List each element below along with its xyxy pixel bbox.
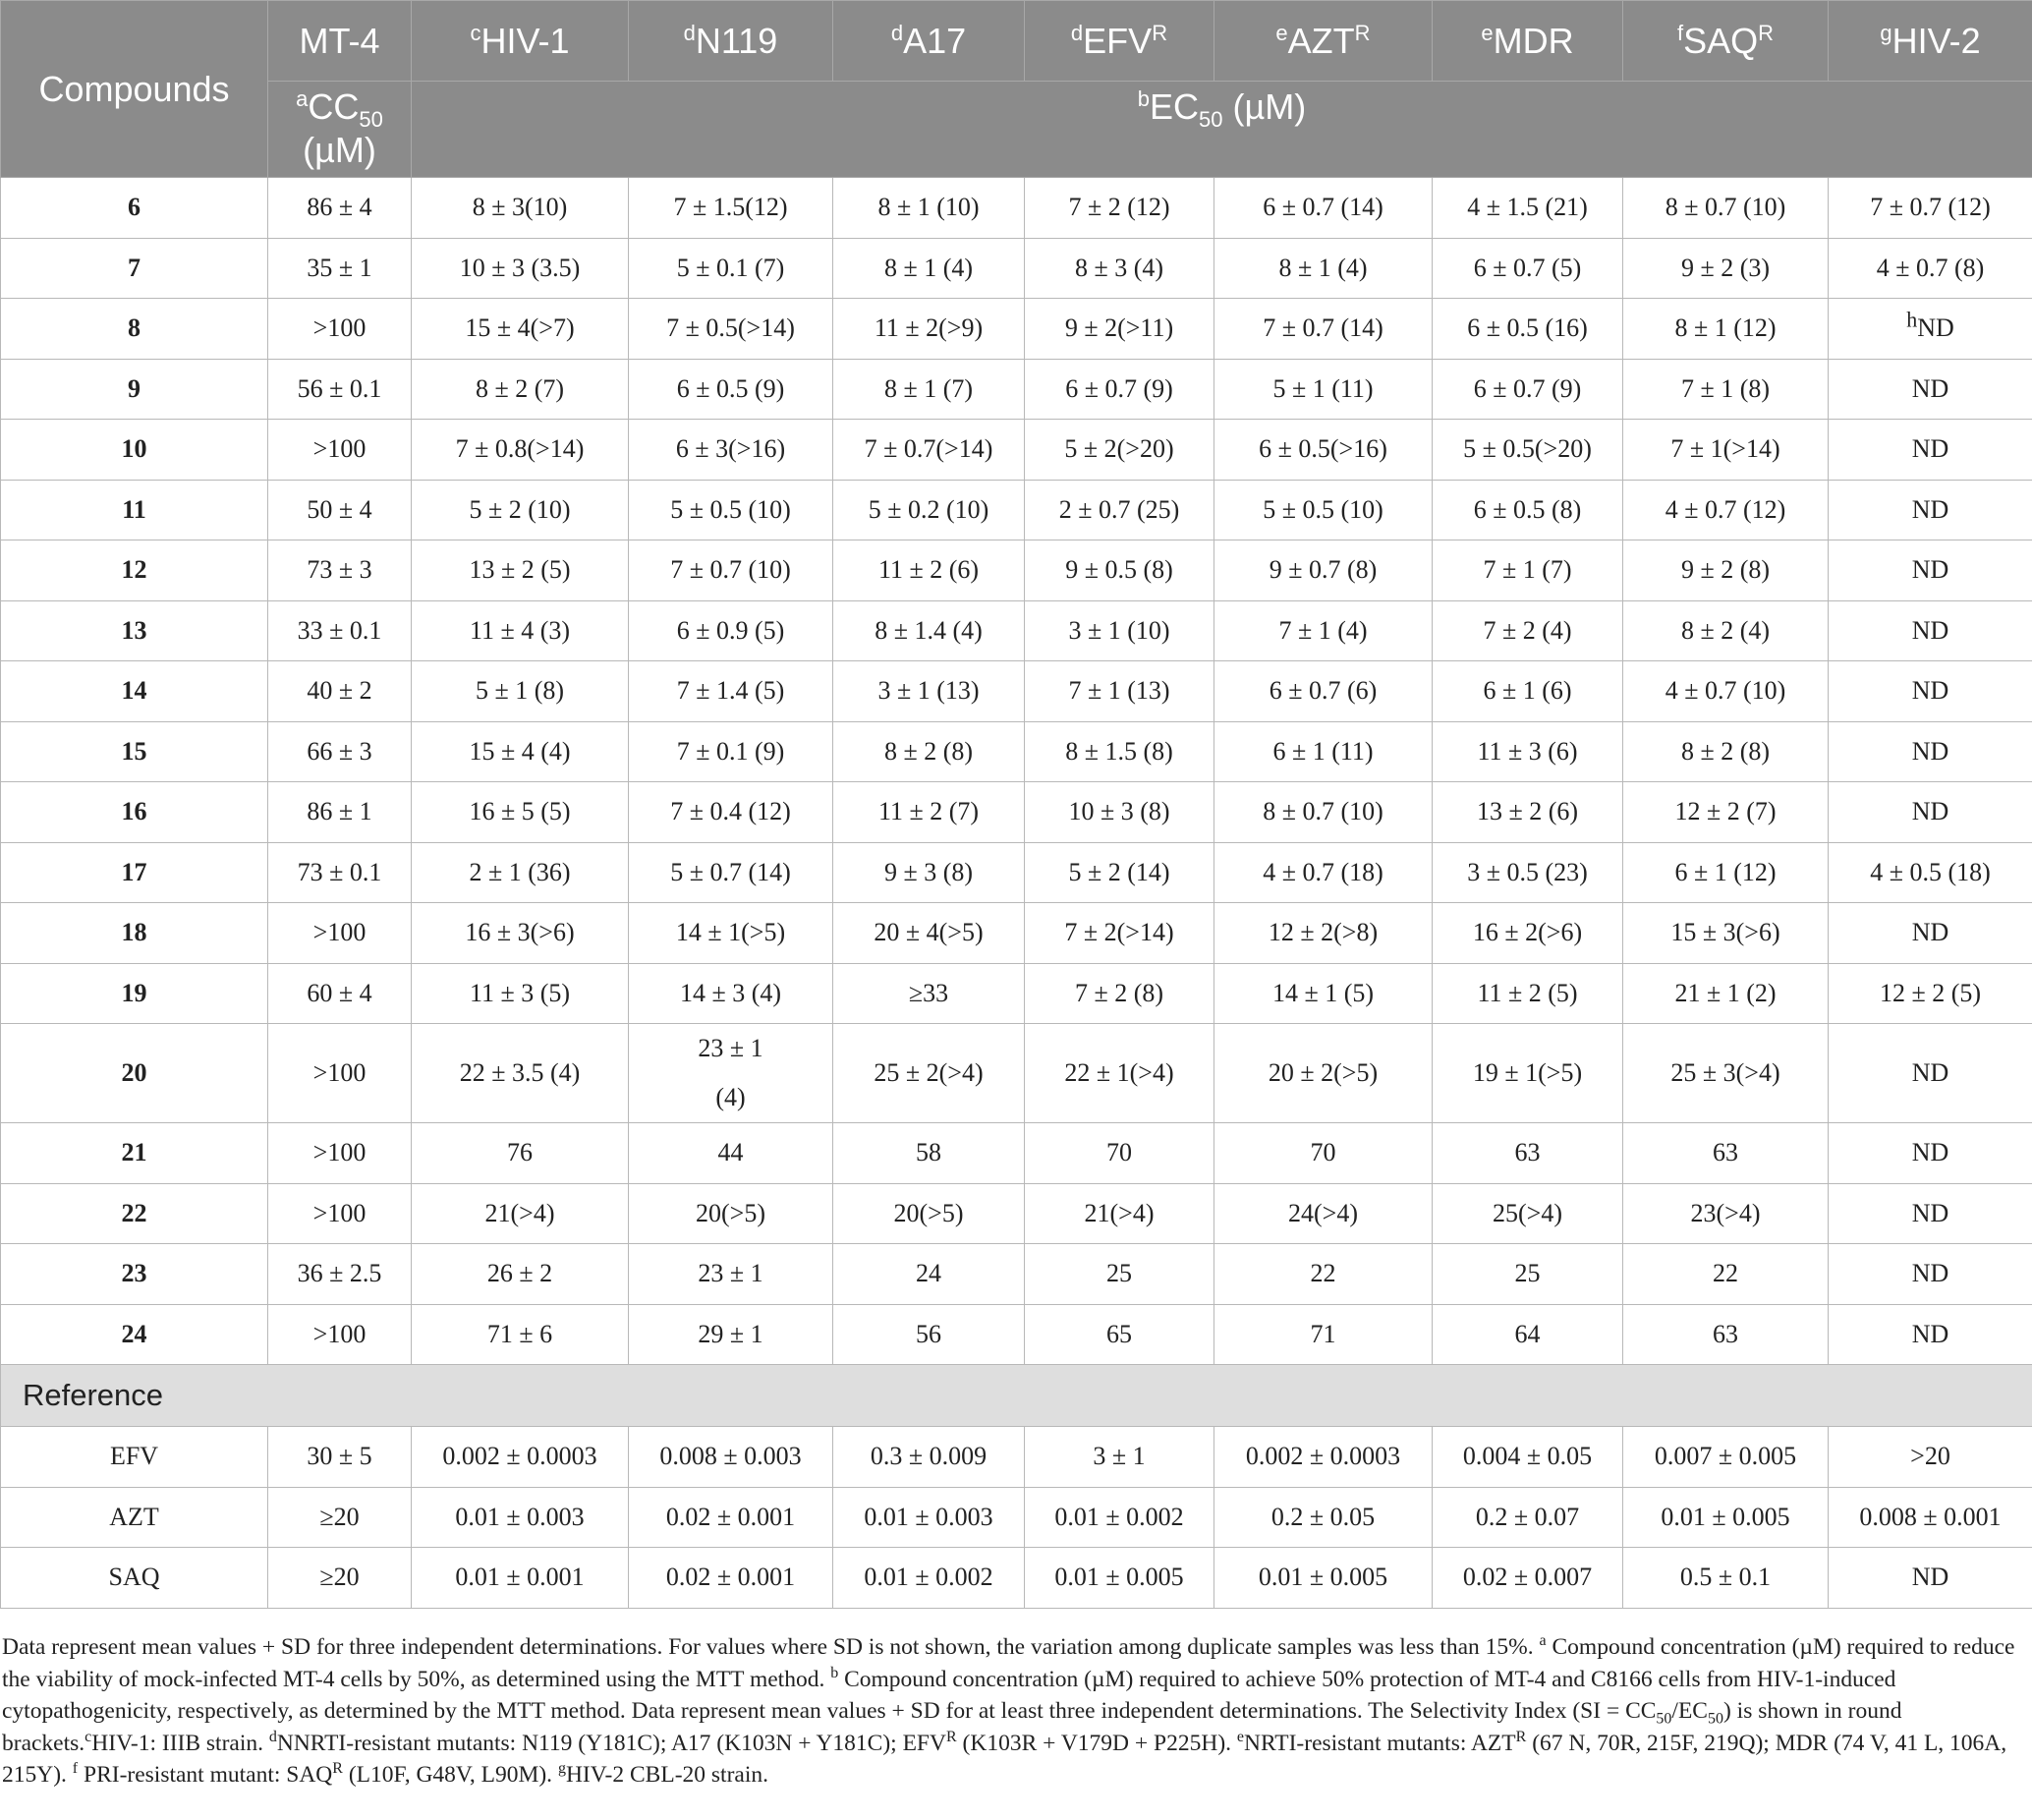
value-cell: 0.002 ± 0.0003 <box>1214 1427 1433 1488</box>
value-cell: >100 <box>268 903 412 964</box>
value-cell: 14 ± 3 (4) <box>629 963 833 1024</box>
compound-id: 22 <box>1 1183 268 1244</box>
value-cell: 10 ± 3 (8) <box>1025 782 1214 843</box>
header-row-1 <box>1 1 2032 82</box>
value-cell: 3 ± 1 (13) <box>833 661 1025 722</box>
value-cell: 5 ± 1 (8) <box>412 661 629 722</box>
table-row <box>1 359 2032 420</box>
value-cell: ND <box>1829 480 2032 540</box>
value-cell: 6 ± 0.5 (8) <box>1433 480 1623 540</box>
value-cell: 21(>4) <box>412 1183 629 1244</box>
value-cell: 4 ± 0.7 (12) <box>1623 480 1829 540</box>
value-cell: 63 <box>1623 1123 1829 1184</box>
compound-id: 13 <box>1 600 268 661</box>
reference-label: Reference <box>1 1365 2032 1427</box>
value-cell: 0.01 ± 0.003 <box>833 1487 1025 1548</box>
value-cell: 26 ± 2 <box>412 1244 629 1305</box>
table-row <box>1 1123 2032 1184</box>
value-cell: 7 ± 1 (4) <box>1214 600 1433 661</box>
value-cell: 9 ± 0.7 (8) <box>1214 540 1433 601</box>
value-cell: 8 ± 2 (7) <box>412 359 629 420</box>
value-cell: 25 <box>1025 1244 1214 1305</box>
value-cell: 4 ± 0.7 (18) <box>1214 842 1433 903</box>
value-cell: ND <box>1829 1244 2032 1305</box>
value-cell: 2 ± 1 (36) <box>412 842 629 903</box>
value-cell: 9 ± 2(>11) <box>1025 299 1214 360</box>
compound-id: AZT <box>1 1487 268 1548</box>
value-cell: 6 ± 0.5 (16) <box>1433 299 1623 360</box>
value-cell: 15 ± 4 (4) <box>412 721 629 782</box>
compound-id: 15 <box>1 721 268 782</box>
value-cell: 11 ± 4 (3) <box>412 600 629 661</box>
table-row <box>1 178 2032 239</box>
value-cell: 7 ± 1 (8) <box>1623 359 1829 420</box>
compound-id: 12 <box>1 540 268 601</box>
value-cell: 11 ± 2 (6) <box>833 540 1025 601</box>
value-cell: 20 ± 4(>5) <box>833 903 1025 964</box>
compound-id: SAQ <box>1 1548 268 1609</box>
value-cell: ND <box>1829 903 2032 964</box>
value-cell: 6 ± 1 (6) <box>1433 661 1623 722</box>
value-cell: 7 ± 0.8(>14) <box>412 420 629 481</box>
value-cell: >100 <box>268 1183 412 1244</box>
value-cell: 6 ± 0.5(>16) <box>1214 420 1433 481</box>
value-cell: 8 ± 0.7 (10) <box>1623 178 1829 239</box>
value-cell: ≥20 <box>268 1548 412 1609</box>
value-cell: 16 ± 2(>6) <box>1433 903 1623 964</box>
value-cell: 11 ± 2 (5) <box>1433 963 1623 1024</box>
header-col: $^eAZT^R$ <box>1214 1 1433 82</box>
value-cell: 22 <box>1623 1244 1829 1305</box>
value-cell: ND <box>1829 420 2032 481</box>
value-cell: 5 ± 1 (11) <box>1214 359 1433 420</box>
value-cell: 73 ± 0.1 <box>268 842 412 903</box>
value-cell: 7 ± 1(>14) <box>1623 420 1829 481</box>
value-cell: $^h$ND <box>1829 299 2032 360</box>
table-row <box>1 842 2032 903</box>
table-row <box>1 963 2032 1024</box>
value-cell: 5 ± 2 (14) <box>1025 842 1214 903</box>
value-cell: 8 ± 2 (8) <box>1623 721 1829 782</box>
value-cell: 13 ± 2 (6) <box>1433 782 1623 843</box>
value-cell: >100 <box>268 1123 412 1184</box>
value-cell: 8 ± 1.5 (8) <box>1025 721 1214 782</box>
value-cell: 12 ± 2(>8) <box>1214 903 1433 964</box>
compound-id: 7 <box>1 238 268 299</box>
compound-id: 14 <box>1 661 268 722</box>
value-cell: 11 ± 2(>9) <box>833 299 1025 360</box>
value-cell: 2 ± 0.7 (25) <box>1025 480 1214 540</box>
value-cell: 0.004 ± 0.05 <box>1433 1427 1623 1488</box>
value-cell: ND <box>1829 721 2032 782</box>
value-cell: 0.01 ± 0.005 <box>1025 1548 1214 1609</box>
value-cell: 50 ± 4 <box>268 480 412 540</box>
value-cell: 5 ± 2(>20) <box>1025 420 1214 481</box>
value-cell: 7 ± 0.1 (9) <box>629 721 833 782</box>
header-compounds: Compounds <box>1 1 268 178</box>
compound-id: 16 <box>1 782 268 843</box>
table-row <box>1 903 2032 964</box>
value-cell: 12 ± 2 (5) <box>1829 963 2032 1024</box>
value-cell: 7 ± 1.4 (5) <box>629 661 833 722</box>
value-cell: 0.5 ± 0.1 <box>1623 1548 1829 1609</box>
value-cell: 0.02 ± 0.001 <box>629 1548 833 1609</box>
value-cell: 15 ± 3(>6) <box>1623 903 1829 964</box>
value-cell: 14 ± 1(>5) <box>629 903 833 964</box>
value-cell: 7 ± 0.7 (14) <box>1214 299 1433 360</box>
value-cell: 23 ± 1 <box>629 1244 833 1305</box>
value-cell: 4 ± 0.5 (18) <box>1829 842 2032 903</box>
value-cell: 70 <box>1214 1123 1433 1184</box>
compound-id: 9 <box>1 359 268 420</box>
value-cell: 19 ± 1(>5) <box>1433 1024 1623 1123</box>
table-row <box>1 299 2032 360</box>
header-col: $^e$MDR <box>1433 1 1623 82</box>
table-row <box>1 1024 2032 1123</box>
table-row <box>1 721 2032 782</box>
value-cell: 0.01 ± 0.002 <box>1025 1487 1214 1548</box>
compound-id: 10 <box>1 420 268 481</box>
value-cell: 0.2 ± 0.07 <box>1433 1487 1623 1548</box>
value-cell: 4 ± 0.7 (8) <box>1829 238 2032 299</box>
header-col: $^d$A17 <box>833 1 1025 82</box>
value-cell: 6 ± 0.7 (5) <box>1433 238 1623 299</box>
compound-id: 6 <box>1 178 268 239</box>
compound-id: 23 <box>1 1244 268 1305</box>
header-cc50: $^aCC_{50}$ (µM) <box>268 82 412 178</box>
value-cell: 20(>5) <box>629 1183 833 1244</box>
value-cell: 3 ± 0.5 (23) <box>1433 842 1623 903</box>
value-cell: 56 <box>833 1304 1025 1365</box>
value-cell: ND <box>1829 661 2032 722</box>
value-cell: 9 ± 3 (8) <box>833 842 1025 903</box>
value-cell: 7 ± 0.5(>14) <box>629 299 833 360</box>
value-cell: 76 <box>412 1123 629 1184</box>
table-row <box>1 238 2032 299</box>
value-cell: 7 ± 0.7(>14) <box>833 420 1025 481</box>
value-cell: 8 ± 1 (7) <box>833 359 1025 420</box>
value-cell: 33 ± 0.1 <box>268 600 412 661</box>
value-cell: ≥33 <box>833 963 1025 1024</box>
value-cell: 70 <box>1025 1123 1214 1184</box>
value-cell: 4 ± 1.5 (21) <box>1433 178 1623 239</box>
value-cell: ≥20 <box>268 1487 412 1548</box>
value-cell: 11 ± 3 (5) <box>412 963 629 1024</box>
value-cell: 63 <box>1623 1304 1829 1365</box>
value-cell: 3 ± 1 <box>1025 1427 1214 1488</box>
value-cell: 20 ± 2(>5) <box>1214 1024 1433 1123</box>
value-cell: 9 ± 2 (8) <box>1623 540 1829 601</box>
value-cell: 21(>4) <box>1025 1183 1214 1244</box>
value-cell: 24(>4) <box>1214 1183 1433 1244</box>
value-cell: 22 ± 1(>4) <box>1025 1024 1214 1123</box>
value-cell: ND <box>1829 1548 2032 1609</box>
value-cell: ND <box>1829 1024 2032 1123</box>
value-cell: 0.01 ± 0.001 <box>412 1548 629 1609</box>
value-cell: >100 <box>268 1024 412 1123</box>
value-cell: 20(>5) <box>833 1183 1025 1244</box>
value-cell: ND <box>1829 1183 2032 1244</box>
value-cell: 16 ± 3(>6) <box>412 903 629 964</box>
value-cell: 5 ± 0.5 (10) <box>629 480 833 540</box>
value-cell: 56 ± 0.1 <box>268 359 412 420</box>
value-cell: 6 ± 1 (11) <box>1214 721 1433 782</box>
value-cell: 0.007 ± 0.005 <box>1623 1427 1829 1488</box>
compound-id: EFV <box>1 1427 268 1488</box>
value-cell: 25 <box>1433 1244 1623 1305</box>
value-cell: 7 ± 2 (4) <box>1433 600 1623 661</box>
compound-id: 18 <box>1 903 268 964</box>
value-cell: 14 ± 1 (5) <box>1214 963 1433 1024</box>
value-cell: 73 ± 3 <box>268 540 412 601</box>
value-cell: 0.02 ± 0.001 <box>629 1487 833 1548</box>
value-cell: 11 ± 2 (7) <box>833 782 1025 843</box>
value-cell: 0.008 ± 0.001 <box>1829 1487 2032 1548</box>
value-cell: 0.01 ± 0.005 <box>1623 1487 1829 1548</box>
value-cell: 66 ± 3 <box>268 721 412 782</box>
value-cell: 7 ± 1.5(12) <box>629 178 833 239</box>
header-col: $^g$HIV-2 <box>1829 1 2032 82</box>
value-cell: 8 ± 2 (4) <box>1623 600 1829 661</box>
value-cell: ND <box>1829 782 2032 843</box>
table-row <box>1 600 2032 661</box>
value-cell: 0.01 ± 0.002 <box>833 1548 1025 1609</box>
value-cell: 7 ± 2 (12) <box>1025 178 1214 239</box>
value-cell: ND <box>1829 540 2032 601</box>
value-cell: 13 ± 2 (5) <box>412 540 629 601</box>
value-cell: 40 ± 2 <box>268 661 412 722</box>
value-cell: 36 ± 2.5 <box>268 1244 412 1305</box>
value-cell: 65 <box>1025 1304 1214 1365</box>
reference-row <box>1 1427 2032 1488</box>
value-cell: 35 ± 1 <box>268 238 412 299</box>
value-cell: 71 <box>1214 1304 1433 1365</box>
compound-id: 19 <box>1 963 268 1024</box>
table-row <box>1 661 2032 722</box>
value-cell: >100 <box>268 420 412 481</box>
value-cell: 11 ± 3 (6) <box>1433 721 1623 782</box>
value-cell: 15 ± 4(>7) <box>412 299 629 360</box>
value-cell: 71 ± 6 <box>412 1304 629 1365</box>
value-cell: 22 <box>1214 1244 1433 1305</box>
value-cell: 0.2 ± 0.05 <box>1214 1487 1433 1548</box>
value-cell: 7 ± 2(>14) <box>1025 903 1214 964</box>
value-cell: 63 <box>1433 1123 1623 1184</box>
header-col: $^dEFV^R$ <box>1025 1 1214 82</box>
value-cell: 8 ± 1 (4) <box>1214 238 1433 299</box>
value-cell: 6 ± 0.7 (9) <box>1433 359 1623 420</box>
header-col: $^c$HIV-1 <box>412 1 629 82</box>
value-cell: 7 ± 0.7 (10) <box>629 540 833 601</box>
value-cell: 44 <box>629 1123 833 1184</box>
value-cell: 58 <box>833 1123 1025 1184</box>
value-cell: 7 ± 0.4 (12) <box>629 782 833 843</box>
value-cell: 5 ± 0.1 (7) <box>629 238 833 299</box>
value-cell: 60 ± 4 <box>268 963 412 1024</box>
value-cell: ND <box>1829 1123 2032 1184</box>
value-cell: 8 ± 1 (10) <box>833 178 1025 239</box>
header-ec50: $^bEC_{50}$ (µM) <box>412 82 2032 178</box>
value-cell: 0.008 ± 0.003 <box>629 1427 833 1488</box>
value-cell: ND <box>1829 359 2032 420</box>
value-cell: 23 ± 1 (4) <box>629 1024 833 1123</box>
value-cell: 86 ± 4 <box>268 178 412 239</box>
value-cell: 6 ± 0.7 (9) <box>1025 359 1214 420</box>
value-cell: ND <box>1829 600 2032 661</box>
compound-id: 11 <box>1 480 268 540</box>
value-cell: 8 ± 1 (4) <box>833 238 1025 299</box>
value-cell: 8 ± 3(10) <box>412 178 629 239</box>
value-cell: 7 ± 0.7 (12) <box>1829 178 2032 239</box>
reference-header-row <box>1 1365 2032 1427</box>
value-cell: 6 ± 1 (12) <box>1623 842 1829 903</box>
value-cell: >100 <box>268 1304 412 1365</box>
reference-row <box>1 1487 2032 1548</box>
value-cell: 0.3 ± 0.009 <box>833 1427 1025 1488</box>
value-cell: 23(>4) <box>1623 1183 1829 1244</box>
value-cell: 3 ± 1 (10) <box>1025 600 1214 661</box>
value-cell: 6 ± 3(>16) <box>629 420 833 481</box>
table-footnote: Data represent mean values + SD for three independent determinations. For values where SD is not shown, the variation among duplicate samples was less than 15%. $^a$ Compound concentration (µM) required to reduce the viability of mock-infected MT-4 cells by 50%, as determined using the MTT method. $^b$ Compound concentration (µM) required to achieve 50% protection of MT-4 and C8166 cells from HIV-1-induced cytopathogenicity, respectively, as determined by the MTT method. Data represent mean values + SD for at least three independent determinations. The Selectivity Index $(SI = CC_{50}/EC_{50})$ is shown in round brackets.$^c$HIV-1: IIIB strain. $^d$NNRTI-resistant mutants: N119 (Y181C); A17 (K103N + Y181C); $EFV^R$ (K103R + V179D + P225H). $^e$NRTI-resistant mutants: $AZT^R$ (67 N, 70R, 215F, 219Q); MDR (74 V, 41 L, 106A, 215Y). $^f$ PRI-resistant mutant: $SAQ^R$ (L10F, G48V, L90M). $^g$HIV-2 CBL-20 strain. <box>2 1632 2015 1788</box>
value-cell: 6 ± 0.7 (14) <box>1214 178 1433 239</box>
value-cell: 5 ± 0.5(>20) <box>1433 420 1623 481</box>
table-row <box>1 1244 2032 1305</box>
value-cell: 0.01 ± 0.005 <box>1214 1548 1433 1609</box>
header-col: $^d$N119 <box>629 1 833 82</box>
value-cell: 6 ± 0.9 (5) <box>629 600 833 661</box>
value-cell: 7 ± 2 (8) <box>1025 963 1214 1024</box>
value-cell: 6 ± 0.5 (9) <box>629 359 833 420</box>
value-cell: 0.01 ± 0.003 <box>412 1487 629 1548</box>
table-row <box>1 480 2032 540</box>
reference-row <box>1 1548 2032 1609</box>
value-cell: 8 ± 3 (4) <box>1025 238 1214 299</box>
value-cell: 25(>4) <box>1433 1183 1623 1244</box>
header-mt4: MT-4 <box>268 1 412 82</box>
value-cell: 29 ± 1 <box>629 1304 833 1365</box>
value-cell: 8 ± 0.7 (10) <box>1214 782 1433 843</box>
value-cell: >100 <box>268 299 412 360</box>
value-cell: 64 <box>1433 1304 1623 1365</box>
value-cell: 8 ± 1.4 (4) <box>833 600 1025 661</box>
table-row <box>1 782 2032 843</box>
value-cell: 6 ± 0.7 (6) <box>1214 661 1433 722</box>
compound-id: 24 <box>1 1304 268 1365</box>
value-cell: 10 ± 3 (3.5) <box>412 238 629 299</box>
compound-id: 20 <box>1 1024 268 1123</box>
value-cell: 7 ± 1 (7) <box>1433 540 1623 601</box>
compound-id: 21 <box>1 1123 268 1184</box>
compound-id: 8 <box>1 299 268 360</box>
value-cell: 21 ± 1 (2) <box>1623 963 1829 1024</box>
value-cell: 25 ± 2(>4) <box>833 1024 1025 1123</box>
compound-id: 17 <box>1 842 268 903</box>
value-cell: 0.002 ± 0.0003 <box>412 1427 629 1488</box>
value-cell: 8 ± 2 (8) <box>833 721 1025 782</box>
value-cell: 0.02 ± 0.007 <box>1433 1548 1623 1609</box>
value-cell: ND <box>1829 1304 2032 1365</box>
value-cell: 8 ± 1 (12) <box>1623 299 1829 360</box>
value-cell: 5 ± 0.7 (14) <box>629 842 833 903</box>
value-cell: 5 ± 0.5 (10) <box>1214 480 1433 540</box>
value-cell: 9 ± 2 (3) <box>1623 238 1829 299</box>
value-cell: 25 ± 3(>4) <box>1623 1024 1829 1123</box>
value-cell: 22 ± 3.5 (4) <box>412 1024 629 1123</box>
table-row <box>1 1304 2032 1365</box>
value-cell: 12 ± 2 (7) <box>1623 782 1829 843</box>
value-cell: 30 ± 5 <box>268 1427 412 1488</box>
value-cell: 5 ± 0.2 (10) <box>833 480 1025 540</box>
value-cell: 4 ± 0.7 (10) <box>1623 661 1829 722</box>
table-row <box>1 420 2032 481</box>
value-cell: 5 ± 2 (10) <box>412 480 629 540</box>
table-row <box>1 1183 2032 1244</box>
value-cell: 9 ± 0.5 (8) <box>1025 540 1214 601</box>
value-cell: 86 ± 1 <box>268 782 412 843</box>
value-cell: 24 <box>833 1244 1025 1305</box>
value-cell: 7 ± 1 (13) <box>1025 661 1214 722</box>
header-row-2 <box>1 82 2032 178</box>
header-col: $^fSAQ^R$ <box>1623 1 1829 82</box>
value-cell: 16 ± 5 (5) <box>412 782 629 843</box>
table-row <box>1 540 2032 601</box>
value-cell: >20 <box>1829 1427 2032 1488</box>
